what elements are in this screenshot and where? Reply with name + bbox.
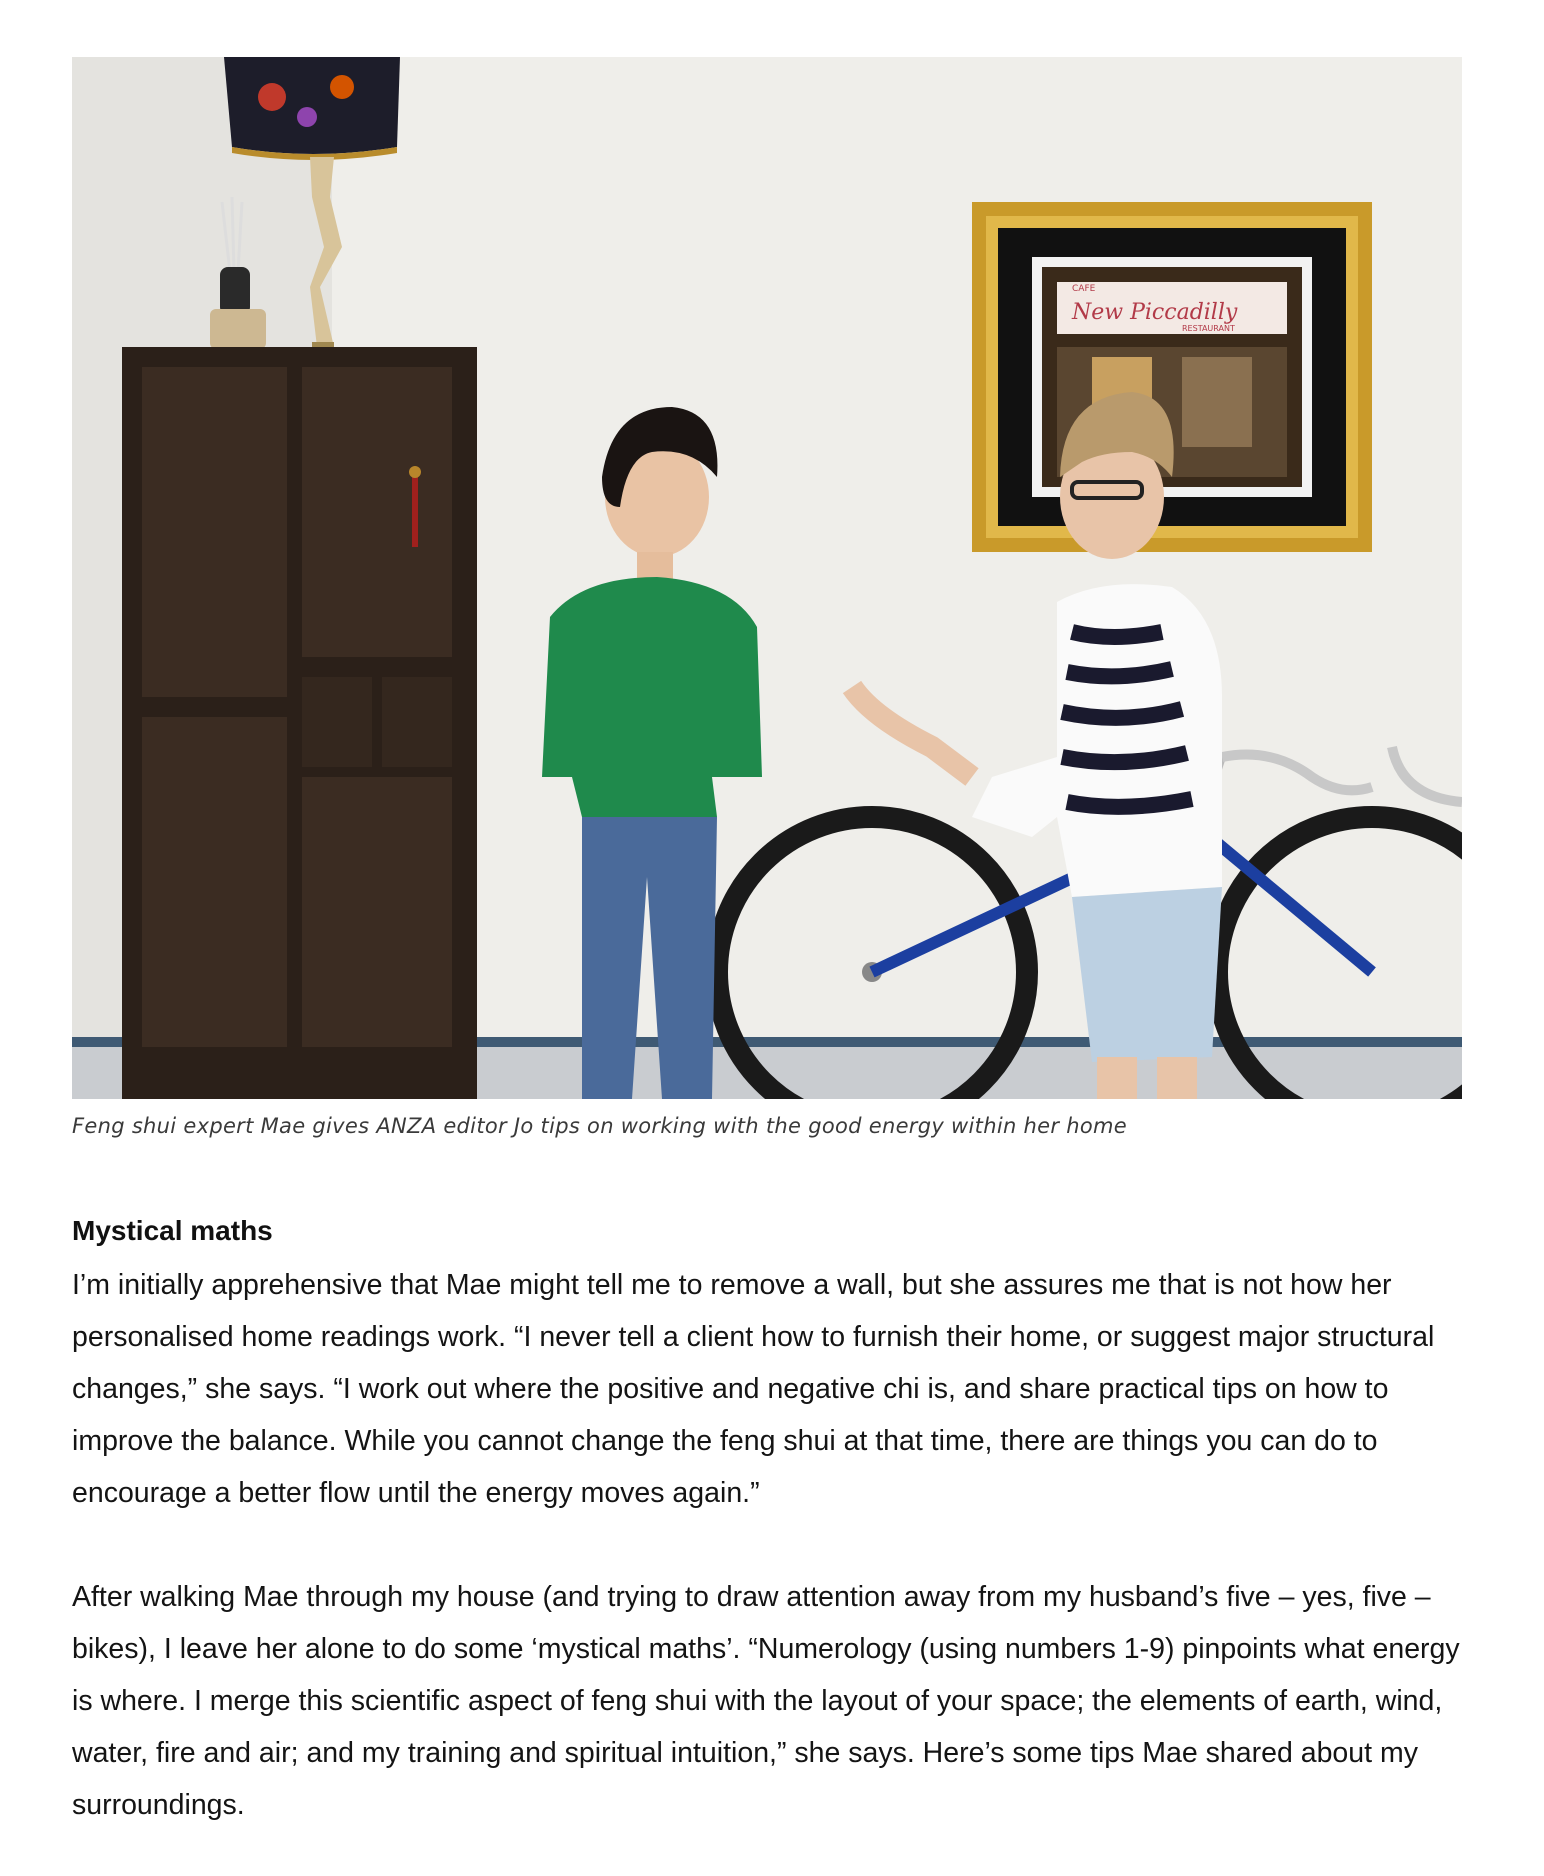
- cabinet: [122, 347, 477, 1099]
- photo-illustration: [72, 57, 1462, 1099]
- sign-cafe: CAFE: [1072, 284, 1096, 294]
- photo-caption: Feng shui expert Mae gives ANZA editor Jo tips on working with the good energy within her home: [72, 1114, 1128, 1138]
- article-photo: [72, 57, 1462, 1099]
- sign-title: New Piccadilly: [1072, 300, 1238, 325]
- section-heading: Mystical maths: [72, 1215, 273, 1246]
- paragraph-2: After walking Mae through my house (and trying to draw attention away from my husband’s five – yes, five – bikes), I leave her alone to do some ‘mystical maths’. “Numerology (using numbers 1-9) pinpoints what energy is where. I merge this scientific aspect of feng shui with the layout of your space; the elements of earth, wind, water, fire and air; and my training and spiritual intuition,” she says. Here’s some tips Mae shared about my surroundings.: [72, 1581, 1460, 1821]
- framed-picture: [972, 202, 1372, 552]
- sign-restaurant: RESTAURANT: [1182, 324, 1235, 333]
- article: [72, 57, 1462, 1831]
- paragraph-1: I’m initially apprehensive that Mae might tell me to remove a wall, but she assures me that is not how her personalised home readings work. “I never tell a client how to furnish their home, or suggest major structural changes,” she says. “I work out where the positive and negative chi is, and share practical tips on how to improve the balance. While you cannot change the feng shui at that time, there are things you can do to encourage a better flow until the energy moves again.”: [72, 1269, 1435, 1509]
